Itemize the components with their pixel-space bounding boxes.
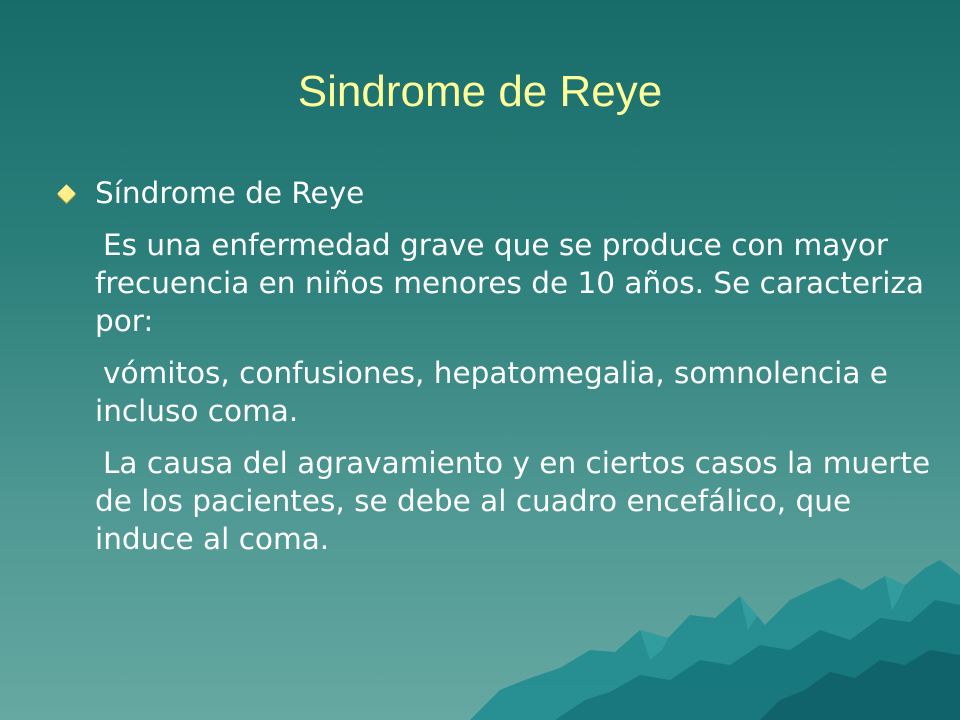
paragraph-symptoms: vómitos, confusiones, hepatomegalia, somnolencia e incluso coma. — [95, 356, 888, 428]
slide-body — [95, 174, 945, 572]
paragraph-definition: Es una enfermedad grave que se produce con mayor frecuencia en niños menores de 10 años. Se caracteriza por: — [95, 228, 924, 338]
bullet-item — [95, 174, 945, 212]
bullet-text: Síndrome de Reye — [95, 176, 365, 210]
slide-title: Sindrome de Reye — [297, 67, 663, 116]
paragraph-cause: La causa del agravamiento y en ciertos casos la muerte de los pacientes, se debe al cuadro encefálico, que induce al coma. — [95, 446, 931, 556]
